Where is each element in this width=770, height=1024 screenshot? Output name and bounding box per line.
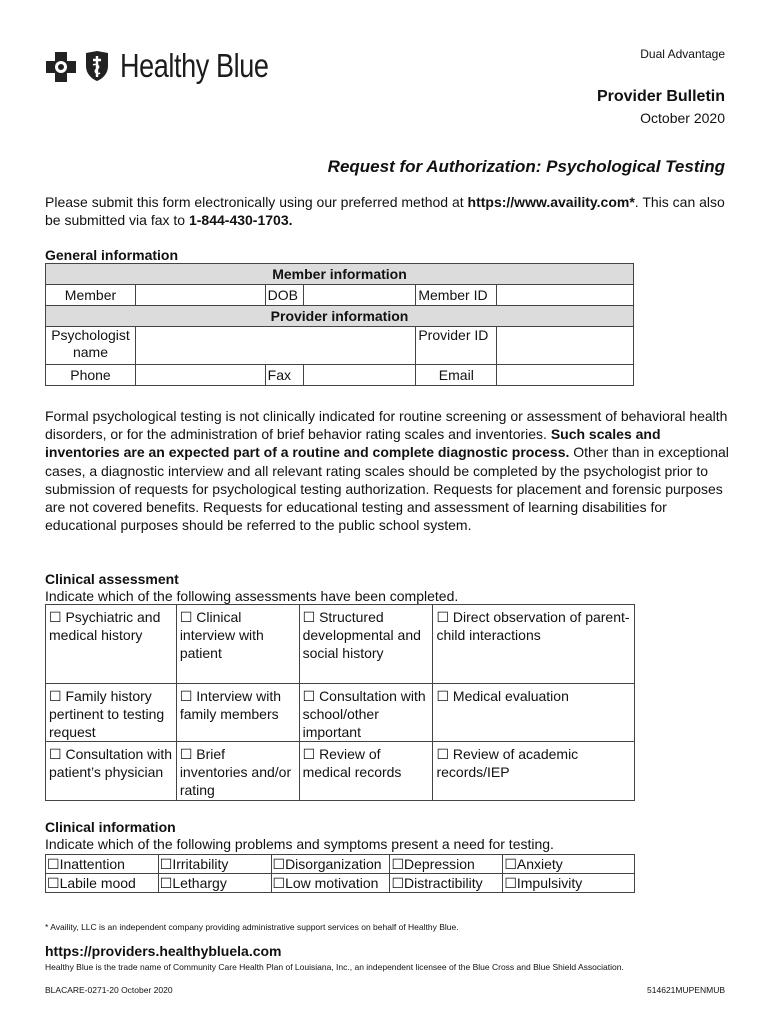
assessment-option[interactable]: ☐ Direct observation of parent-child interactions — [433, 605, 635, 684]
symptom-option[interactable]: ☐Lethargy — [158, 874, 271, 893]
assessment-option[interactable]: ☐ Psychiatric and medical history — [46, 605, 177, 684]
assessment-option[interactable]: ☐ Consultation with patient’s physician — [46, 742, 177, 801]
assessment-option[interactable]: ☐ Review of medical records — [299, 742, 433, 801]
clinical-info-table — [45, 854, 635, 893]
assessment-option[interactable]: ☐ Medical evaluation — [433, 684, 635, 742]
trade-name-notice: Healthy Blue is the trade name of Community Care Health Plan of Louisiana, Inc., an independent licensee of the Blue Cross and Blue Shield Association. — [45, 962, 624, 972]
policy-paragraph: Formal psychological testing is not clinically indicated for routine screening or assessment of behavioral health disorders, or for the administration of brief behavior rating scales and inventories. Such scales and inventories are an expected part of a routine and complete diagnostic process. Other than in exceptional cases, a diagnostic interview and all relevant rating scales should be completed by the psychologist prior to submission of requests for psychological testing authorization. Requests for placement and forensic purposes are not covered benefits. Requests for educational testing and assessment of learning disabilities for educational purposes should be referred to the public school system. — [45, 408, 729, 534]
member-id-field[interactable] — [497, 285, 634, 306]
form-title: Request for Authorization: Psychological Testing — [327, 157, 725, 176]
member-info-header: Member information — [46, 264, 634, 285]
symptom-option[interactable]: ☐Irritability — [158, 855, 271, 874]
bulletin-date: October 2020 — [640, 110, 725, 126]
psychologist-name-label: Psychologist name — [46, 327, 136, 365]
member-field[interactable] — [135, 285, 265, 306]
symptom-option[interactable]: ☐Low motivation — [271, 874, 390, 893]
member-label: Member — [46, 285, 136, 306]
healthy-blue-logo — [44, 46, 301, 86]
clinical-info-heading: Clinical information — [45, 819, 176, 835]
general-info-table — [45, 263, 634, 386]
assessment-option[interactable]: ☐ Interview with family members — [176, 684, 299, 742]
symptom-option[interactable]: ☐Distractibility — [390, 874, 503, 893]
blue-cross-icon — [44, 50, 78, 82]
fax-field[interactable] — [303, 365, 416, 386]
provider-info-header: Provider information — [46, 306, 634, 327]
clinical-assessment-instruction: Indicate which of the following assessments have been completed. — [45, 588, 459, 604]
availity-footnote: * Availity, LLC is an independent company providing administrative support services on behalf of Healthy Blue. — [45, 922, 459, 932]
providers-url[interactable]: https://providers.healthybluela.com — [45, 943, 282, 959]
psychologist-name-field[interactable] — [135, 327, 415, 365]
symptom-option[interactable]: ☐Disorganization — [271, 855, 390, 874]
document-id: 514621MUPENMUB — [647, 985, 725, 995]
email-label: Email — [416, 365, 497, 386]
bulletin-title: Provider Bulletin — [596, 88, 725, 105]
assessment-option[interactable]: ☐ Clinical interview with patient — [176, 605, 299, 684]
symptom-option[interactable]: ☐Impulsivity — [503, 874, 635, 893]
phone-label: Phone — [46, 365, 136, 386]
assessment-option[interactable]: ☐ Structured developmental and social history — [299, 605, 433, 684]
fax-number: 1-844-430-1703. — [188, 212, 293, 228]
clinical-assessment-heading: Clinical assessment — [45, 571, 179, 587]
assessment-option[interactable]: ☐ Consultation with school/other important — [299, 684, 433, 742]
availity-link[interactable]: https://www.availity.com* — [467, 194, 635, 210]
clinical-info-instruction: Indicate which of the following problems and symptoms present a need for testing. — [45, 836, 554, 852]
symptom-option[interactable]: ☐Anxiety — [503, 855, 635, 874]
assessment-option[interactable]: ☐ Family history pertinent to testing request — [46, 684, 177, 742]
intro-text: Please submit this form electronically using our preferred method at https://www.availity.com*. This can also be submitted via fax to 1-844-430-1703. — [45, 194, 725, 228]
provider-id-field[interactable] — [497, 327, 634, 365]
plan-type: Dual Advantage — [640, 47, 725, 61]
symptom-option[interactable]: ☐Labile mood — [46, 874, 159, 893]
provider-id-label: Provider ID — [416, 327, 497, 365]
clinical-assessment-table — [45, 604, 635, 801]
dob-field[interactable] — [303, 285, 416, 306]
blue-shield-icon — [84, 50, 110, 82]
document-code: BLACARE-0271-20 October 2020 — [45, 985, 173, 995]
brand-name: Healthy Blue — [120, 47, 269, 84]
fax-label: Fax — [265, 365, 303, 386]
general-info-heading: General information — [45, 247, 179, 263]
email-field[interactable] — [497, 365, 634, 386]
assessment-option[interactable]: ☐ Review of academic records/IEP — [433, 742, 635, 801]
symptom-option[interactable]: ☐Depression — [390, 855, 503, 874]
phone-field[interactable] — [135, 365, 265, 386]
symptom-option[interactable]: ☐Inattention — [46, 855, 159, 874]
dob-label: DOB — [265, 285, 303, 306]
assessment-option[interactable]: ☐ Brief inventories and/or rating — [176, 742, 299, 801]
member-id-label: Member ID — [416, 285, 497, 306]
